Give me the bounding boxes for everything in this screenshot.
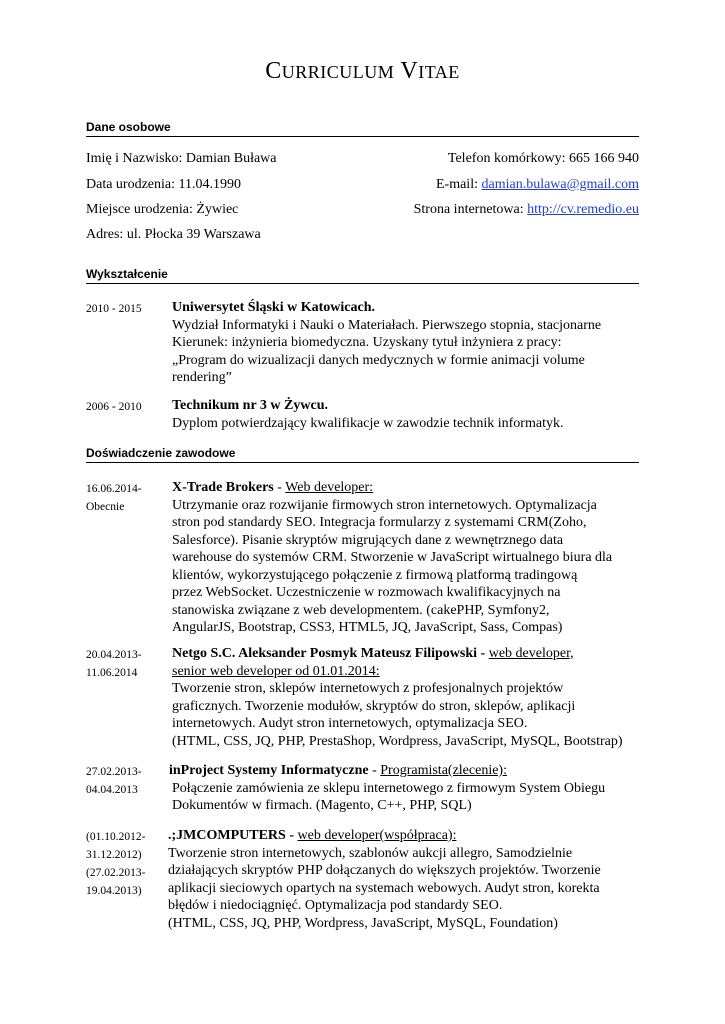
personal-row [86,202,639,222]
experience-body [168,827,638,932]
role-title: web developer, [488,646,574,661]
email-field [436,177,639,193]
website-label: Strona internetowa: [413,202,528,217]
education-body [172,397,642,432]
title-rest: URRICULUM [281,62,395,82]
company-name: X-Trade Brokers [172,480,274,495]
experience-text: błędów i niedociągnięć. Optymalizacja pod standardy SEO. [168,898,503,913]
education-text: Kierunek: inżynieria biomedyczna. Uzyskany tytuł inżyniera z pracy: [172,335,562,350]
separator: - [285,828,298,843]
company-name: inProject Systemy Informatyczne [169,763,369,778]
education-text: rendering” [172,370,232,385]
section-heading-experience: Doświadczenie zawodowe [86,446,639,463]
personal-row [86,177,639,197]
birth-place-field: Miejsce urodzenia: Żywiec [86,202,239,217]
date-line: 27.02.2013- [86,766,142,778]
phone-field: Telefon komórkowy: 665 166 940 [447,151,639,166]
education-text: „Program do wizualizacji danych medycznych w formie animacji volume [172,352,585,368]
name-field: Imię i Nazwisko: Damian Buława [86,151,277,166]
education-text: Wydział Informatyki i Nauki o Materiałach. Pierwszego stopnia, stacjonarne [172,317,602,333]
experience-text: AngularJS, Bootstrap, CSS3, HTML5, JQ, JavaScript, Sass, Compas) [172,620,563,635]
document-title [0,58,725,85]
experience-text: stron pod standardy SEO. Integracja formularzy z systemami CRM(Zoho, [172,515,587,530]
date-line: 16.06.2014- [86,483,142,495]
experience-text: warehouse do systemów CRM. Stworzenie w JavaScript wirtualnego biura dla [172,550,613,565]
date-line: 11.06.2014 [86,667,138,679]
email-link[interactable]: damian.bulawa@gmail.com [481,177,639,192]
experience-header [168,827,638,845]
experience-header [172,645,642,663]
experience-text: Tworzenie stron, sklepów internetowych z profesjonalnych projektów [172,681,564,696]
school-name: Uniwersytet Śląski w Katowicach. [172,300,375,315]
experience-text: działających skryptów PHP dołączanych do większych projektów. Tworzenie [168,863,601,878]
experience-text: klientów, wykorzystującego połączenie z firmową platformą tradingową [172,567,578,583]
experience-text: stanowiska związane z web developmentem. (cakePHP, Symfony2, [172,602,550,618]
experience-date [86,646,166,682]
date-line: 19.04.2013) [86,885,142,897]
education-body [172,299,642,387]
experience-text: aplikacji sieciowych opartych na systemach webowych. Audyt stron, korekta [168,880,600,896]
experience-text: graficznych. Tworzenie modułów, skryptów do stron, sklepów, aplikacji [172,698,576,714]
company-name: .;JMCOMPUTERS [168,828,286,843]
section-heading-personal: Dane osobowe [86,120,639,137]
experience-text: Salesforce). Pisanie skryptów migrujących dane z wewnętrznego data [172,532,564,548]
title-initial: C [265,58,282,84]
section-heading-education: Wykształcenie [86,267,639,284]
experience-body [172,645,642,750]
education-text: Dyplom potwierdzający kwalifikacje w zawodzie technik informatyk. [172,415,564,431]
experience-text: Tworzenie stron internetowych, szablonów aukcji allegro, Samodzielnie [168,845,573,861]
date-line: (27.02.2013- [86,867,146,879]
date-line: (01.10.2012- [86,831,146,843]
email-label: E-mail: [435,177,482,192]
website-field [414,202,639,218]
experience-date [86,828,166,900]
date-line: 04.04.2013 [86,784,138,796]
website-link[interactable]: http://cv.remedio.eu [527,202,639,217]
separator: - [368,763,381,778]
experience-text: internetowych. Audyt stron internetowych, optymalizacja SEO. [172,716,528,731]
title-rest: ITAE [418,62,460,82]
experience-header [172,479,642,497]
experience-date [86,480,166,516]
role-title: senior web developer od 01.01.2014: [172,663,380,679]
date-line: Obecnie [86,501,125,513]
date-line: 31.12.2012) [86,849,142,861]
experience-date [86,763,166,799]
separator: - [477,646,489,661]
experience-text: Utrzymanie oraz rozwijanie firmowych stron internetowych. Optymalizacja [172,497,597,513]
experience-header [169,762,639,780]
address-field: Adres: ul. Płocka 39 Warszawa [86,227,261,242]
education-date: 2006 - 2010 [86,401,142,413]
experience-text: Połączenie zamówienia ze sklepu internetowego z firmowym System Obiegu [172,780,606,796]
experience-text: Dokumentów w firmach. (Magento, C++, PHP, SQL) [172,798,472,813]
education-date: 2010 - 2015 [86,303,142,315]
personal-row [86,151,639,171]
separator: - [273,480,286,495]
school-name: Technikum nr 3 w Żywcu. [172,398,328,413]
experience-body [169,762,639,815]
company-name: Netgo S.C. Aleksander Posmyk Mateusz Filipowski [172,646,478,661]
role-title: Programista(zlecenie): [380,763,507,778]
experience-text: (HTML, CSS, JQ, PHP, Wordpress, JavaScript, MySQL, Foundation) [168,915,558,931]
experience-text: przez WebSocket. Uczestniczenie w rozmowach kwalifikacyjnych na [172,585,561,600]
title-initial: V [400,58,419,84]
personal-row [86,227,639,247]
experience-text: (HTML, CSS, JQ, PHP, PrestaShop, Wordpress, JavaScript, MySQL, Bootstrap) [172,733,623,749]
experience-body [172,479,642,637]
birth-date-field: Data urodzenia: 11.04.1990 [86,177,241,192]
date-line: 20.04.2013- [86,649,142,661]
role-title: web developer(współpraca): [297,828,457,843]
role-title: Web developer: [285,480,374,495]
